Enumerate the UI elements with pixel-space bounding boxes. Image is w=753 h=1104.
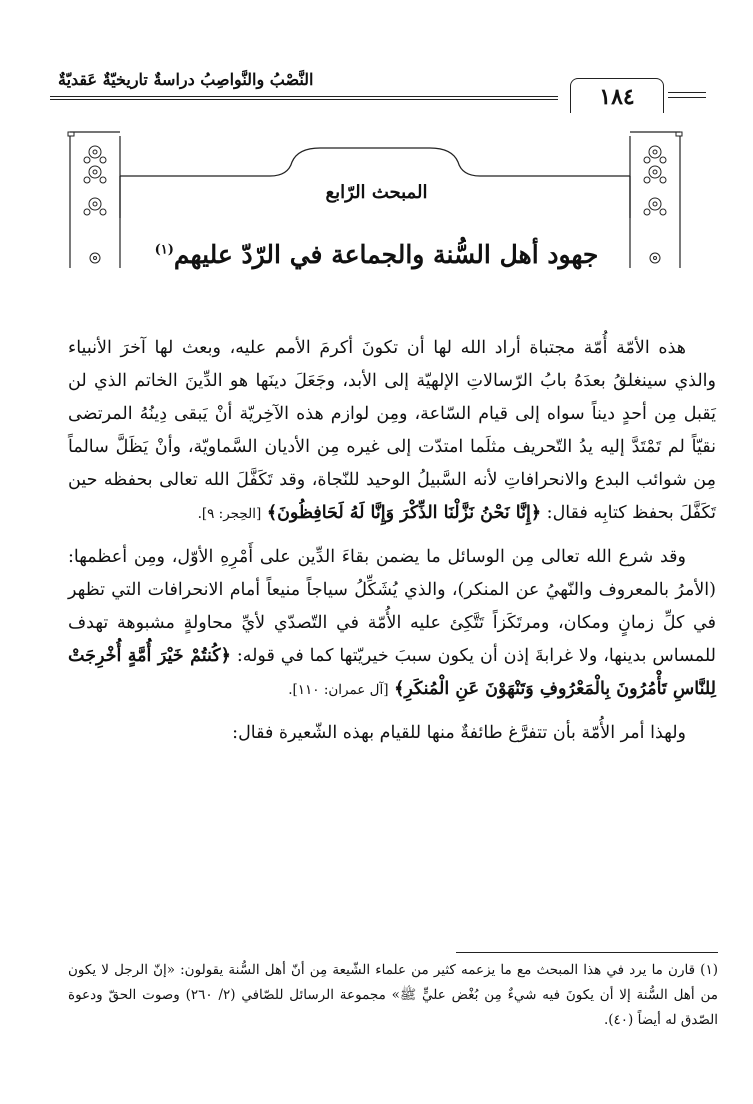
paragraph-2	[68, 541, 716, 707]
section-title-text: جهود أهل السُّنة والجماعة في الرّدّ عليهم	[173, 240, 599, 269]
paragraph-3: ولهذا أمر الأُمّة بأن تتفرَّغ طائفةٌ منها للقيام بهذه الشّعيرة فقال:	[232, 723, 686, 743]
header-dashes	[668, 92, 706, 102]
footnote-1: (١) قارن ما يرد في هذا المبحث مع ما يزعمه كثير من علماء الشّيعة مِن أنّ أهل السُّنة يقولون: «إنّ الرجل لا يكون من أهل السُّنة إلا أن يكونَ فيه شيءٌ مِن بُغْض عليٍّ ﷺ» مجموعة الرسائل للصّافي (٢/ ٢٦٠) وصوت الحقّ ودعوة الصّدق له أيضاً (٤٠).	[68, 962, 719, 1028]
page-number: ١٨٤	[570, 78, 664, 113]
quran-verse-1: ﴿إِنَّا نَحْنُ نَزَّلْنَا الذِّكْرَ وَإِنَّا لَهُ لَحَافِظُونَ﴾	[266, 503, 542, 523]
footnotes	[68, 958, 718, 1033]
frame-ornament-icon	[60, 118, 690, 298]
verse-citation-1: [الحِجر: ٩].	[197, 506, 262, 522]
paragraph-1	[68, 332, 716, 531]
footnote-rule	[456, 952, 718, 953]
section-title	[0, 240, 753, 269]
footnote-marker: (١)	[154, 242, 174, 258]
quran-verse-2: ﴿كُنتُمْ خَيْرَ أُمَّةٍ أُخْرِجَتْ لِلنَّاسِ تَأْمُرُونَ بِالْمَعْرُوفِ وَتَنْهَوْنَ عَنِ الْمُنكَرِ﴾	[68, 646, 716, 699]
paragraph-1-text: هذه الأمّة أُمّة مجتباة أراد الله لها أن تكونَ أكرمَ الأمم عليه، وبعث لها آخرَ الأنبياء والذي سينغلقُ بعدَهُ بابُ الرّسالاتِ الإلهيّة إلى الأبد، وجَعَلَ دينَها هو الدِّينَ الخاتم الذي لن يَقبل مِن أحدٍ ديناً سواه إلى قيام السّاعة، ومِن لوازم هذه الآخِريّة أنْ يَبقى دِينُهُ المرتضى نقيّاً لم تَمْتَدَّ إليه يدُ التّحريف مثلَما امتدّت إلى غيره مِن الأديان السَّماويّة، وأنْ يَظَلَّ سالماً مِن شوائب البدع والانحرافاتِ لأنه السَّبيلُ الوحيد للنّجاة، وقد تَكَفَّلَ الله تعالى بحفظه حين تَكَفَّلَ بحفظ كتابِه فقال:	[68, 338, 716, 523]
header-rule-double	[50, 99, 558, 100]
ornamental-frame	[60, 118, 690, 298]
running-header	[40, 64, 720, 112]
verse-citation-2: [آل عمران: ١١٠].	[288, 682, 389, 698]
section-label: المبحث الرّابع	[325, 182, 428, 203]
header-rule	[50, 96, 558, 97]
body-text	[68, 332, 716, 760]
paragraph-2-text: وقد شرع الله تعالى مِن الوسائل ما يضمن بقاءَ الدِّين على أَمْرِهِ الأوّل، ومِن أعظمها: (الأمرُ بالمعروف والنّهيُ عن المنكر)، والذي يُشَكِّلُ سياجاً منيعاً أمام الانحرافات التي تظهر في كلِّ زمانٍ ومكان، ومرتَكَزاً تَتَّكِئ عليه الأُمّة في التّصدّي لأيِّ محاولةٍ مشبوهة تهدف للمساس بدينها، ولا غرابةَ إذن أن يكون سببَ خيريّتها كما في قوله:	[68, 547, 716, 666]
book-title: النَّصْبُ والنَّواصِبُ دراسةٌ تاريخيّةٌ عَقديّةٌ	[58, 70, 314, 89]
